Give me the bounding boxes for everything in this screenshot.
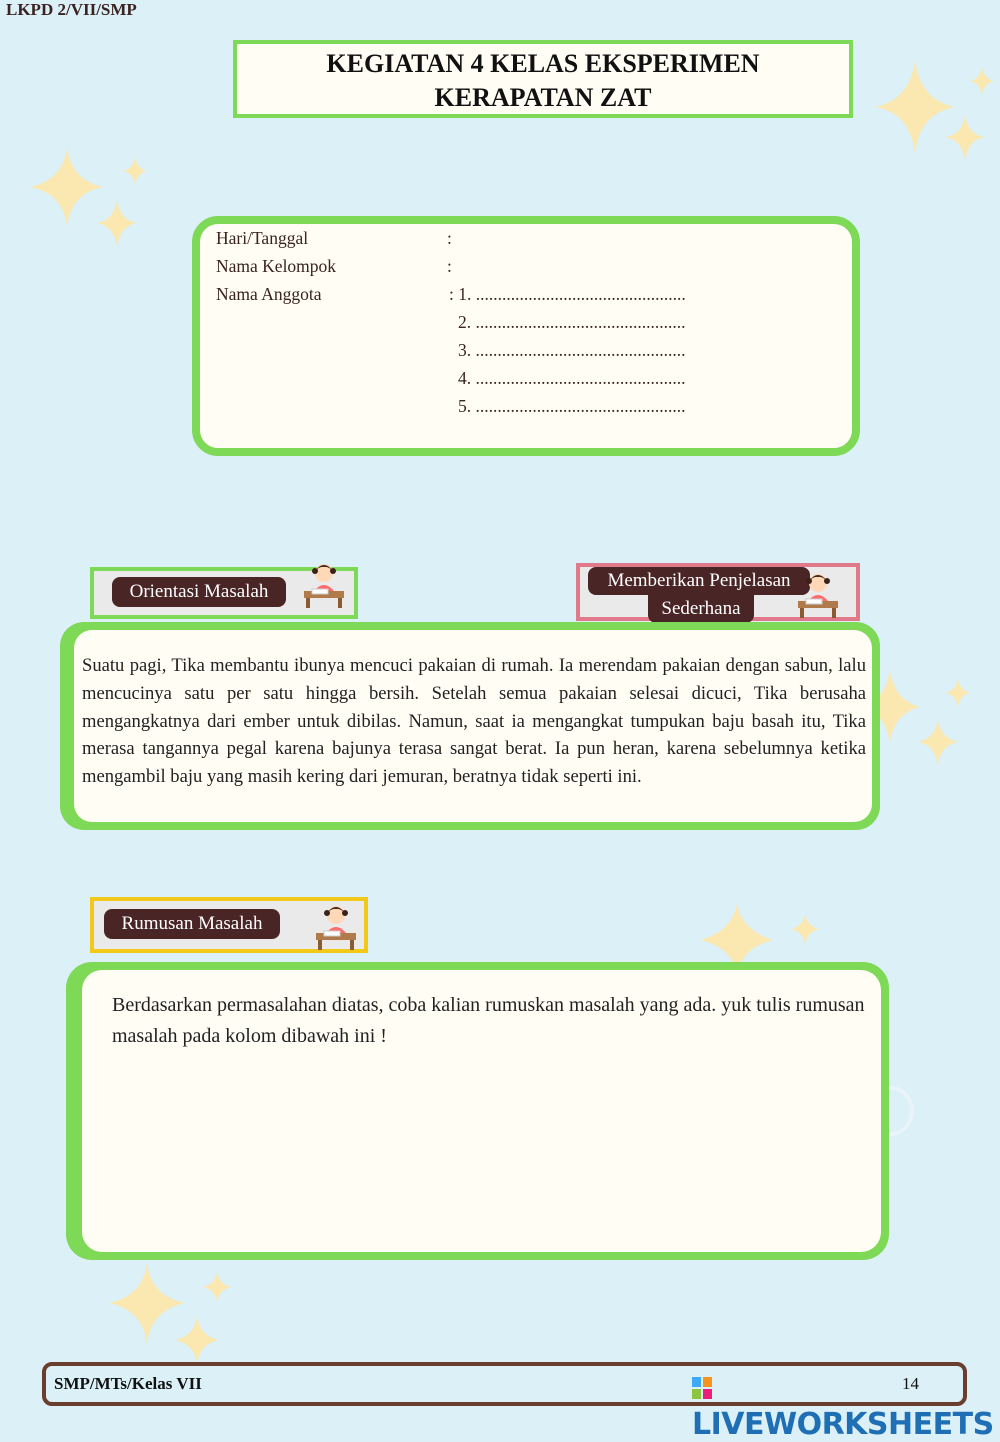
rumusan-answer-field[interactable] bbox=[108, 1060, 878, 1244]
student-writing-icon bbox=[310, 901, 362, 953]
rumusan-inner bbox=[82, 970, 881, 1252]
title-line-2: KERAPATAN ZAT bbox=[434, 83, 652, 112]
title-box bbox=[233, 40, 853, 118]
rumusan-instruction: Berdasarkan permasalahan diatas, coba kalian rumuskan masalah yang ada. yuk tulis rumusan masalah pada kolom dibawah ini ! bbox=[112, 994, 865, 1047]
sparkle-icon bbox=[870, 665, 980, 775]
liveworksheets-logo[interactable] bbox=[692, 1372, 1000, 1442]
footer-class-label: SMP/MTs/Kelas VII bbox=[54, 1374, 202, 1393]
tag-label-penjelasan-1: Memberikan Penjelasan bbox=[588, 567, 810, 595]
member-line-1[interactable]: : 1. ................................................ bbox=[449, 284, 686, 304]
rumusan-box bbox=[66, 962, 889, 1260]
title-line-1: KEGIATAN 4 KELAS EKSPERIMEN bbox=[326, 49, 760, 78]
label-nama-anggota: Nama Anggota bbox=[216, 284, 322, 304]
story-text: Suatu pagi, Tika membantu ibunya mencuci pakaian di rumah. Ia merendam pakaian dengan sabun, lalu mencucinya satu per satu hingga bersih. Setelah semua pakaian selesai dicuci, Tika berusaha mengangkatnya dari ember untuk dibilas. Namun, saat ia mengangkat tumpukan baju basah itu, Tika merasa tangannya pegal karena bajunya terasa sangat berat. Ia pun heran, karena sebelumnya ketika mengambil baju yang masih kering dari jemuran, beratnya tidak seperti ini. bbox=[82, 655, 866, 788]
tag-label-rumusan: Rumusan Masalah bbox=[104, 909, 280, 939]
liveworksheets-brand: LIVEWORKSHEETS bbox=[692, 1407, 994, 1442]
tag-rumusan-masalah bbox=[90, 897, 368, 953]
separator-nama-kelompok: : bbox=[447, 256, 452, 276]
member-line-2[interactable]: 2. ................................................ bbox=[458, 312, 686, 332]
liveworksheets-grid-icon bbox=[692, 1377, 712, 1399]
story-box bbox=[60, 622, 880, 830]
member-line-3[interactable]: 3. ................................................ bbox=[458, 340, 686, 360]
tag-label-orientasi: Orientasi Masalah bbox=[112, 577, 286, 607]
separator-hari-tanggal: : bbox=[447, 228, 452, 248]
sparkle-icon bbox=[695, 900, 835, 970]
member-line-4[interactable]: 4. ................................................ bbox=[458, 368, 686, 388]
identity-box bbox=[192, 216, 860, 456]
sparkle-icon bbox=[105, 1258, 255, 1368]
student-writing-icon bbox=[792, 569, 844, 621]
tag-label-penjelasan-2: Sederhana bbox=[648, 595, 754, 623]
tag-orientasi-masalah bbox=[90, 567, 358, 619]
tag-memberikan-penjelasan bbox=[576, 563, 860, 621]
member-line-5[interactable]: 5. ................................................ bbox=[458, 396, 686, 416]
label-hari-tanggal: Hari/Tanggal bbox=[216, 228, 309, 248]
label-nama-kelompok: Nama Kelompok bbox=[216, 256, 337, 276]
sparkle-icon bbox=[860, 55, 1000, 165]
page-number: 14 bbox=[902, 1374, 919, 1393]
sparkle-icon bbox=[25, 145, 160, 255]
story-inner bbox=[74, 630, 872, 822]
document-code: LKPD 2/VII/SMP bbox=[6, 0, 137, 19]
student-writing-icon bbox=[298, 559, 350, 611]
